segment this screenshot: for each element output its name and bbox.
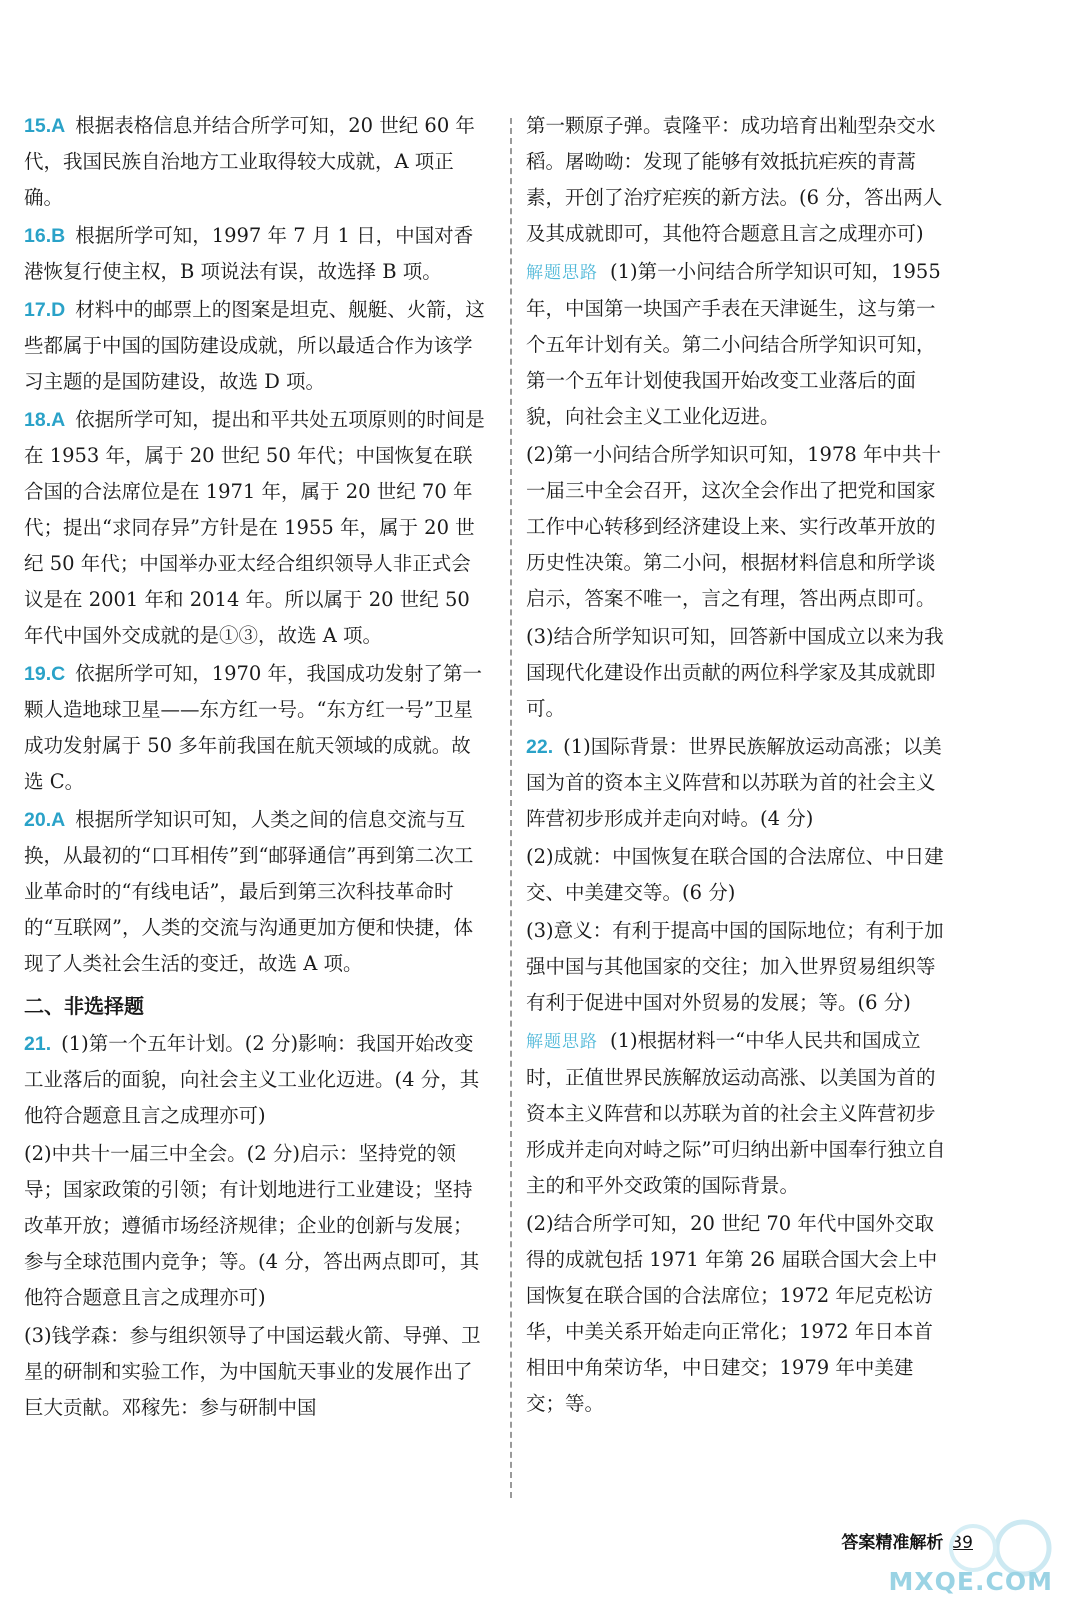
answer-22-part2: (2)成就：中国恢复在联合国的合法席位、中日建交、中美建交等。(6 分) bbox=[526, 845, 944, 904]
solution-idea-label: 解题思路 bbox=[526, 263, 598, 283]
answer-22-thought-1 bbox=[526, 1023, 946, 1204]
answer-21-part1 bbox=[24, 1026, 490, 1134]
answer-text: 依据所学可知，1970 年，我国成功发射了第一颗人造地球卫星——东方红一号。“东方红一号”卫星成功发射属于 50 多年前我国在航天领域的成就。故选 C。 bbox=[24, 662, 483, 793]
answer-text: 根据表格信息并结合所学可知，20 世纪 60 年代，我国民族自治地方工业取得较大成就，A 项正确。 bbox=[24, 114, 475, 209]
answer-15 bbox=[24, 108, 490, 216]
answer-number: 17.D bbox=[24, 299, 66, 321]
answer-number: 15.A bbox=[24, 115, 66, 137]
answer-18 bbox=[24, 402, 490, 654]
answer-21-thought-2: (2)第一小问结合所学知识可知，1978 年中共十一届三中全会召开，这次全会作出了把党和国家工作中心转移到经济建设上来、实行改革开放的历史性决策。第二小问，根据材料信息和所学谈启示，答案不唯一，言之有理，答出两点即可。 bbox=[526, 443, 941, 610]
answer-text: 材料中的邮票上的图案是坦克、舰艇、火箭，这些都属于中国的国防建设成就，所以最适合作为该学习主题的是国防建设，故选 D 项。 bbox=[24, 298, 485, 393]
thought-text: (1)根据材料一“中华人民共和国成立时，正值世界民族解放运动高涨、以美国为首的资本主义阵营和以苏联为首的社会主义阵营初步形成并走向对峙之际”可归纳出新中国奉行独立自主的和平外交政策的国际背景。 bbox=[526, 1029, 946, 1197]
answer-number: 21. bbox=[24, 1033, 52, 1055]
thought-text: (1)第一小问结合所学知识可知，1955 年，中国第一块国产手表在天津诞生，这与第一个五年计划有关。第二小问结合所学知识可知，第一个五年计划使我国开始改变工业落后的面貌，向社会主义工业化迈进。 bbox=[526, 260, 941, 428]
page-number: 39 bbox=[951, 1533, 973, 1553]
answer-16 bbox=[24, 218, 490, 290]
answer-22-part1 bbox=[526, 729, 946, 837]
answer-number: 20.A bbox=[24, 809, 66, 831]
answer-21-thought-1 bbox=[526, 254, 946, 435]
right-column bbox=[526, 108, 946, 1424]
watermark-text: MXQE.COM bbox=[888, 1567, 1053, 1596]
answer-21-part2: (2)中共十一届三中全会。(2 分)启示：坚持党的领导；国家政策的引领；有计划地进行工业建设；坚持改革开放；遵循市场经济规律；企业的创新与发展；参与全球范围内竞争；等。(4 分，答出两点即可，其他符合题意且言之成理亦可) bbox=[24, 1142, 480, 1309]
answer-text: 根据所学可知，1997 年 7 月 1 日，中国对香港恢复行使主权，B 项说法有误，故选择 B 项。 bbox=[24, 224, 474, 283]
answer-17 bbox=[24, 292, 490, 400]
answer-21-part3: (3)钱学森：参与组织领导了中国运载火箭、导弹、卫星的研制和实验工作，为中国航天事业的发展作出了巨大贡献。邓稼先：参与研制中国 bbox=[24, 1324, 481, 1419]
answer-number: 22. bbox=[526, 736, 554, 758]
answer-20 bbox=[24, 802, 490, 982]
footer-label: 答案精准解析 bbox=[841, 1533, 944, 1553]
answer-number: 19.C bbox=[24, 663, 66, 685]
answer-22-part3: (3)意义：有利于提高中国的国际地位；有利于加强中国与其他国家的交往；加入世界贸易组织等有利于促进中国对外贸易的发展；等。(6 分) bbox=[526, 919, 944, 1014]
left-column bbox=[24, 108, 490, 1428]
answer-19 bbox=[24, 656, 490, 800]
answer-text: (1)国际背景：世界民族解放运动高涨；以美国为首的资本主义阵营和以苏联为首的社会主义阵营初步形成并走向对峙。(4 分) bbox=[526, 735, 942, 830]
answer-number: 16.B bbox=[24, 225, 66, 247]
answer-text: 根据所学知识可知，人类之间的信息交流与互换，从最初的“口耳相传”到“邮驿通信”再到第二次工业革命时的“有线电话”，最后到第三次科技革命时的“互联网”，人类的交流与沟通更加方便和快捷，体现了人类社会生活的变迁，故选 A 项。 bbox=[24, 808, 474, 975]
answer-number: 18.A bbox=[24, 409, 66, 431]
answer-21-part3-continued: 第一颗原子弹。袁隆平：成功培育出籼型杂交水稻。屠呦呦：发现了能够有效抵抗疟疾的青蒿素，开创了治疗疟疾的新方法。(6 分，答出两人及其成就即可，其他符合题意且言之成理亦可) bbox=[526, 114, 943, 245]
solution-idea-label: 解题思路 bbox=[526, 1032, 598, 1052]
answer-text: 依据所学可知，提出和平共处五项原则的时间是在 1953 年，属于 20 世纪 50 年代；中国恢复在联合国的合法席位是在 1971 年，属于 20 世纪 70 年代；提出“求同存异”方针是在 1955 年，属于 20 世纪 50 年代；中国举办亚太经合组织领导人非正式会议是在 2001 年和 2014 年。所以属于 20 世纪 50 年代中国外交成就的是①③，故选 A 项。 bbox=[24, 408, 485, 647]
section-title: 二、非选择题 bbox=[24, 994, 144, 1018]
answer-22-thought-2: (2)结合所学可知，20 世纪 70 年代中国外交取得的成就包括 1971 年第 26 届联合国大会上中国恢复在联合国的合法席位；1972 年尼克松访华，中美关系开始走向正常化；1972 年日本首相田中角荣访华，中日建交；1979 年中美建交；等。 bbox=[526, 1212, 938, 1415]
answer-21-thought-3: (3)结合所学知识可知，回答新中国成立以来为我国现代化建设作出贡献的两位科学家及其成就即可。 bbox=[526, 625, 944, 720]
column-divider bbox=[510, 118, 512, 1498]
answer-text: (1)第一个五年计划。(2 分)影响：我国开始改变工业落后的面貌，向社会主义工业化迈进。(4 分，其他符合题意且言之成理亦可) bbox=[24, 1032, 480, 1127]
